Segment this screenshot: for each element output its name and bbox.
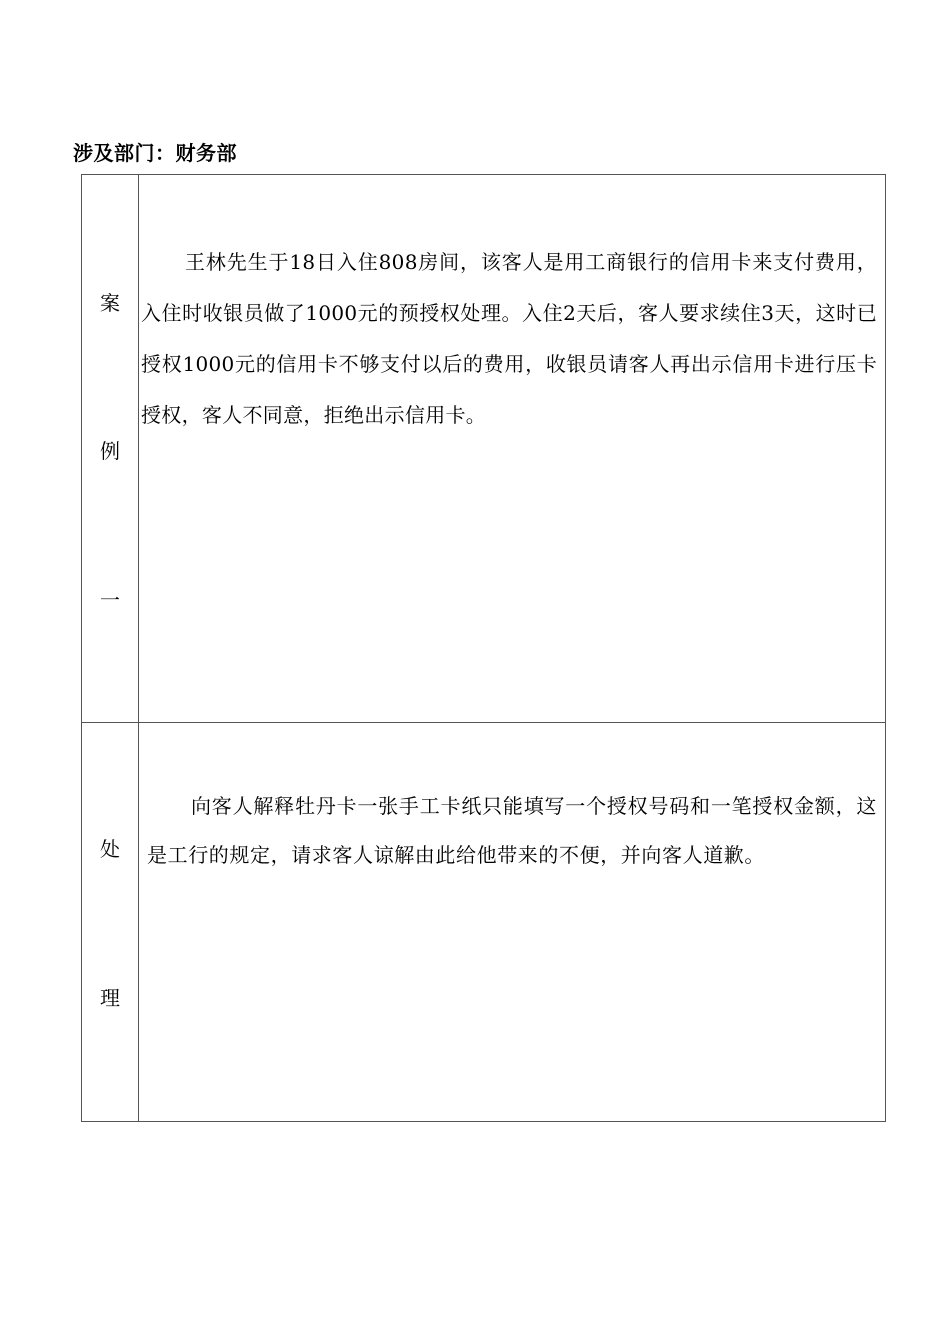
case-table: [81, 174, 886, 1122]
case-row: [82, 175, 886, 723]
handling-label-char-1: 处: [100, 837, 120, 861]
handling-description: 向客人解释牡丹卡一张手工卡纸只能填写一个授权号码和一笔授权金额，这是工行的规定，请求客人谅解由此给他带来的不便，并向客人道歉。: [147, 794, 877, 867]
handling-content-cell: [139, 723, 886, 1122]
handling-row: [82, 723, 886, 1122]
case-label-char-2: 例: [100, 439, 120, 463]
case-label-char-3: 一: [100, 588, 120, 612]
department-heading: 涉及部门：财务部: [73, 141, 237, 165]
case-label-char-1: 案: [100, 291, 120, 315]
handling-label-cell: [82, 723, 139, 1122]
case-content-cell: [139, 175, 886, 723]
case-label-cell: [82, 175, 139, 723]
handling-label-char-2: 理: [100, 986, 120, 1010]
case-description: 王林先生于18日入住808房间，该客人是用工商银行的信用卡来支付费用，入住时收银员做了1000元的预授权处理。入住2天后，客人要求续住3天，这时已授权1000元的信用卡不够支付以后的费用，收银员请客人再出示信用卡进行压卡授权，客人不同意，拒绝出示信用卡。: [141, 250, 877, 427]
